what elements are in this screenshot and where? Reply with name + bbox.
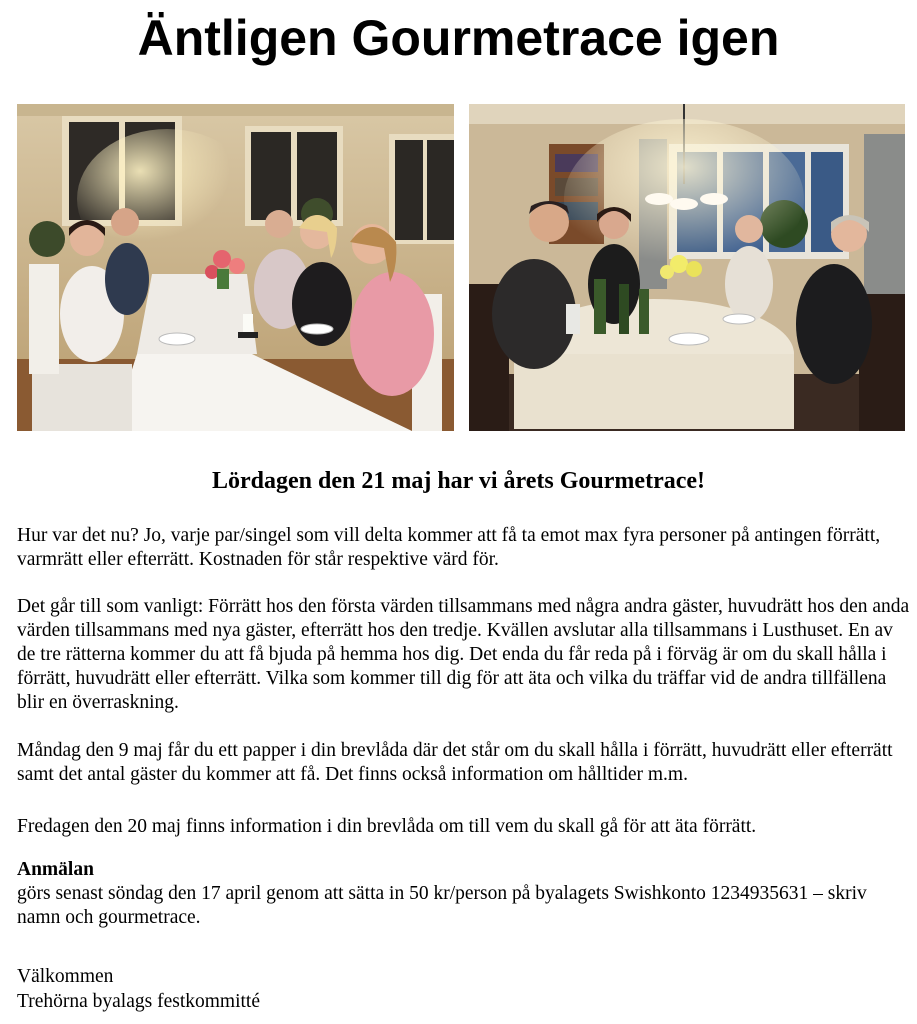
registration-text: görs senast söndag den 17 april genom att sätta in 50 kr/person på byalagets Swishkonto 1234935631 – skriv namn och gourmetrace. <box>17 883 867 928</box>
page-title: Äntligen Gourmetrace igen <box>137 10 780 66</box>
dinner-photo-left <box>17 104 454 431</box>
registration-heading: Anmälan <box>17 859 94 880</box>
paragraph-how-it-works: Det går till som vanligt: Förrätt hos den första värden tillsammans med några andra gäster, huvudrätt hos den anda värden tillsammans med nya gäster, efterrätt hos den tredje. Kvällen avslutar alla tillsammans i Lusthuset. En av de tre rätterna kommer du att få bjuda på hemma hos dig. Det enda du får reda på i förväg är om du skall hålla i förrätt, huvudrätt eller efterrätt. Vilka som kommer till dig för att äta och vilka du träffar vid de andra tillfällena blir en överraskning. <box>17 596 910 713</box>
paragraph-paper-info: Måndag den 9 maj får du ett papper i din brevlåda där det står om du skall hålla i förrätt, huvudrätt eller efterrätt samt det antal gäster du kommer att få. Det finns också information om hålltider m.m. <box>17 740 893 785</box>
signoff-greeting: Välkommen <box>17 966 114 987</box>
dinner-photo-right <box>469 104 905 431</box>
signoff-sender: Trehörna byalags festkommitté <box>17 991 260 1012</box>
event-subheading: Lördagen den 21 maj har vi årets Gourmetrace! <box>211 468 706 494</box>
paragraph-friday-info: Fredagen den 20 maj finns information i din brevlåda om till vem du skall gå för att äta förrätt. <box>17 816 757 837</box>
paragraph-intro: Hur var det nu? Jo, varje par/singel som vill delta kommer att få ta emot max fyra personer på antingen förrätt, varmrätt eller efterrätt. Kostnaden för står respektive värd för. <box>17 525 881 570</box>
dinner-photo-left-image <box>17 104 454 431</box>
dinner-photo-right-image <box>469 104 905 431</box>
